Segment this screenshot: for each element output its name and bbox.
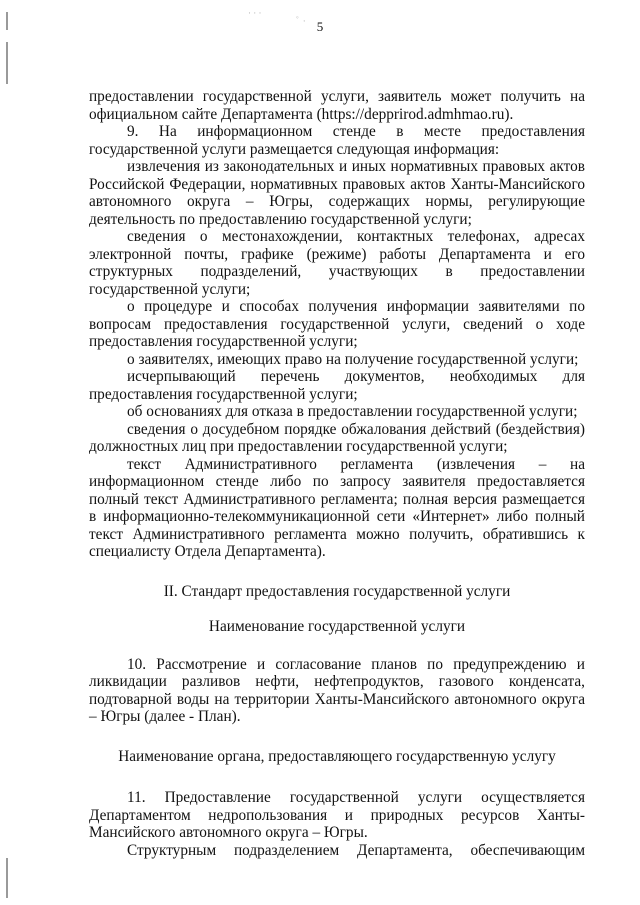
scan-edge-mark <box>6 858 8 898</box>
subheading-authority: Наименование органа, предоставляющего государственную услугу <box>118 747 556 765</box>
list-item-applicants: о заявителях, имеющих право на получение государственной услуги; <box>127 350 579 368</box>
list-item-procedure: о процедуре и способах получения информации заявителями по вопросам предоставления государственной услуги, сведений о ходе предоставления государственной услуги; <box>89 298 585 350</box>
paragraph-continuation: предоставлении государственной услуги, заявитель может получить на официальном сайте Департамента (https://depprirod.admhmao.ru). <box>89 88 585 123</box>
list-item-appeal: сведения о досудебном порядке обжалования действий (бездействия) должностных лиц при предоставлении государственной услуги; <box>89 420 585 455</box>
paragraph-10: 10. Рассмотрение и согласование планов по предупреждению и ликвидации разливов нефти, нефтепродуктов, газового конденсата, подтоварной воды на территории Ханты-Мансийского автономного округа – Югры (далее - План). <box>89 655 585 725</box>
list-item-regulation-text: текст Административного регламента (извлечения – на информационном стенде либо по запросу заявителя предоставляется полный текст Административного регламента; полная версия размещается в информационно-телекоммуникационной сети «Интернет» либо полный текст Административного регламента можно получить, обратившись к специалисту Отдела Департамента). <box>89 455 585 560</box>
section-title: II. Стандарт предоставления государственной услуги <box>163 582 511 600</box>
paragraph-9: 9. На информационном стенде в месте предоставления государственной услуги размещается следующая информация: <box>89 123 585 158</box>
scan-edge-mark <box>6 42 8 84</box>
paragraph-11: 11. Предоставление государственной услуги осуществляется Департаментом недропользования и природных ресурсов Ханты-Мансийского автономного округа – Югры. <box>89 789 585 841</box>
paragraph-structural-unit: Структурным подразделением Департамента, обеспечивающим <box>127 841 585 859</box>
subheading-service-name: Наименование государственной услуги <box>208 618 466 635</box>
list-item-legal-acts: извлечения из законодательных и иных нормативных правовых актов Российской Федерации, нормативных правовых актов Ханты-Мансийского автономного округа – Югры, содержащих нормы, регулирующие деятельность по предоставлению государственной услуги; <box>89 158 585 228</box>
list-item-refusal-grounds: об основаниях для отказа в предоставлении государственной услуги; <box>127 403 578 420</box>
page-number: 5 <box>316 19 324 34</box>
scan-speck: ﾟ · <box>296 16 306 26</box>
list-item-documents: исчерпывающий перечень документов, необходимых для предоставления государственной услуги; <box>89 368 585 403</box>
list-item-contacts: сведения о местонахождении, контактных телефонах, адресах электронной почты, графике (режиме) работы Департамента и его структурных подразделений, участвующих в предоставлении государственной услуги; <box>89 228 585 298</box>
scan-speck: · · · <box>248 8 262 18</box>
document-body <box>89 88 585 859</box>
